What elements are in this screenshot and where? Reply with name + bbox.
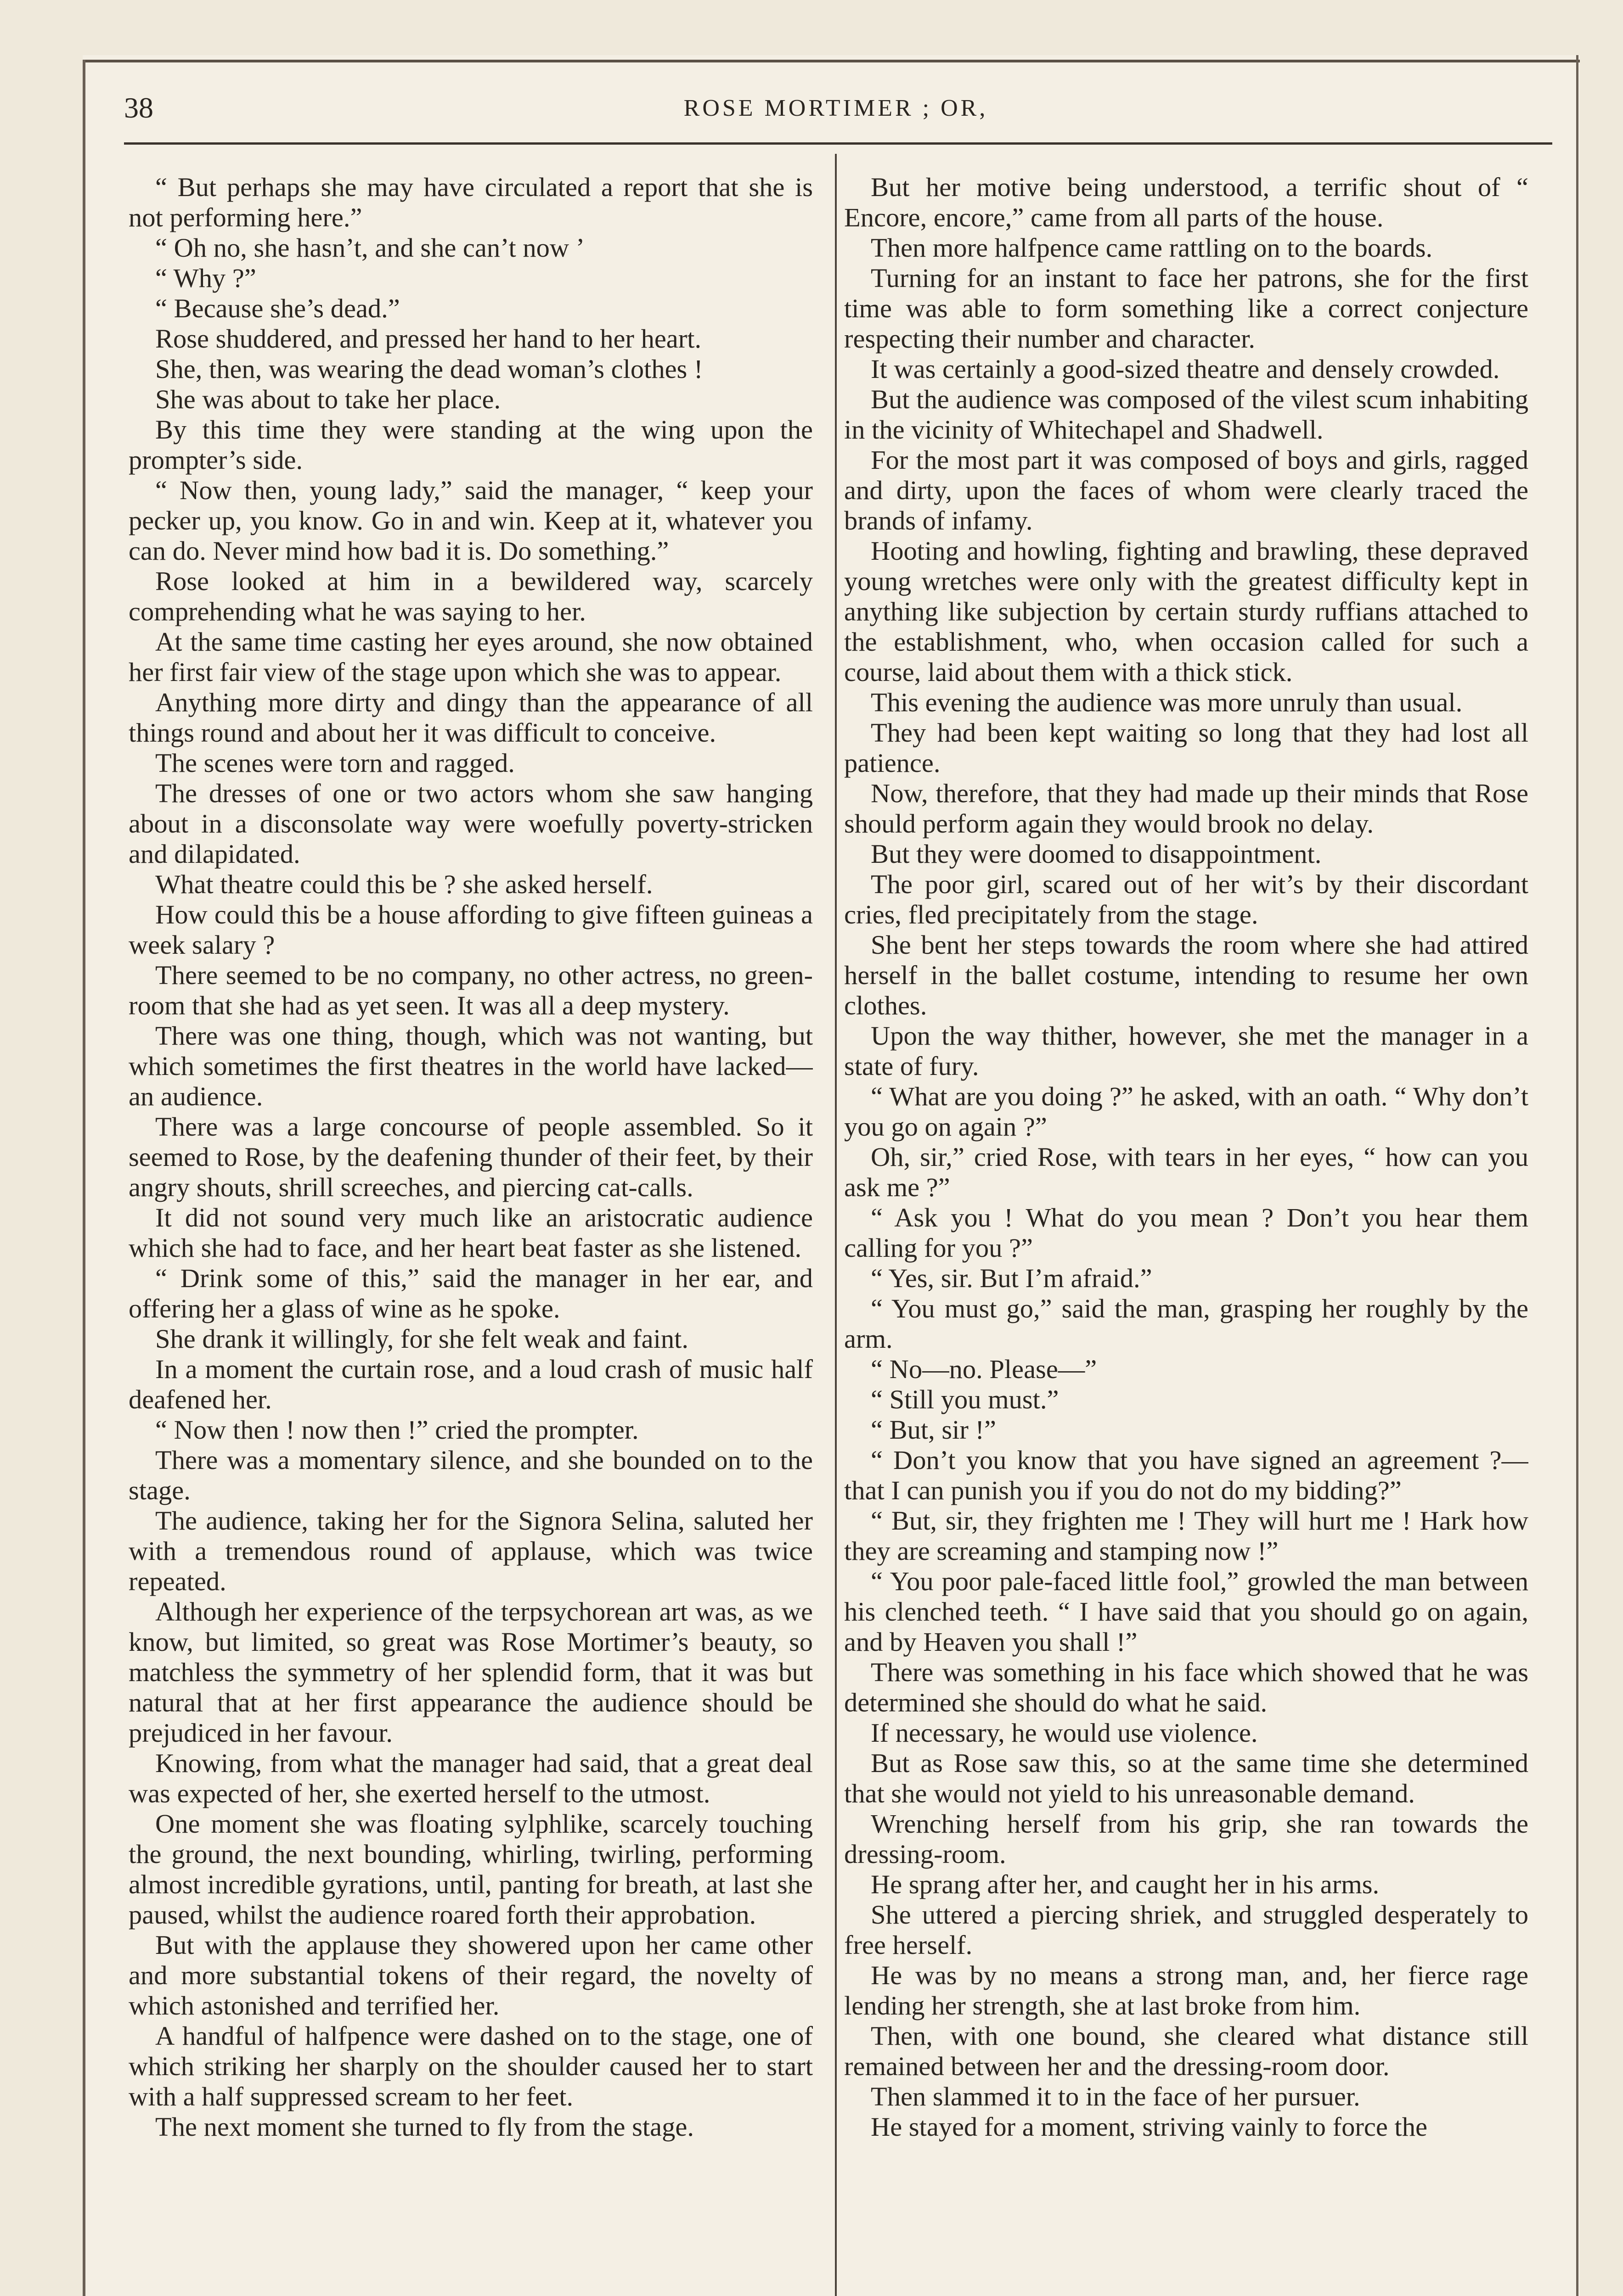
header-rule [124, 142, 1552, 145]
paragraph: “ Still you must.” [871, 1384, 1059, 1414]
paragraph: The scenes were torn and ragged. [155, 748, 515, 778]
paragraph: In a moment the curtain rose, and a loud crash of music half deafened her. [129, 1354, 813, 1414]
column-rule [835, 154, 837, 2296]
paragraph: “ Now then, young lady,” said the manager, “ keep your pecker up, you know. Go in and win. Keep at it, whatever you can do. Never mind how bad it is. Do something.” [129, 475, 813, 566]
paragraph: “ But, sir !” [871, 1415, 996, 1445]
paragraph: Then slammed it to in the face of her pursuer. [871, 2082, 1360, 2111]
paragraph: If necessary, he would use violence. [871, 1718, 1258, 1748]
paragraph: But with the applause they showered upon her came other and more substantial tokens of their regard, the novelty of which astonished and terrified her. [129, 1930, 813, 2020]
paragraph: What theatre could this be ? she asked herself. [155, 869, 653, 899]
paragraph: “ No—no. Please—” [871, 1354, 1097, 1384]
paragraph: But as Rose saw this, so at the same time she determined that she would not yield to his unreasonable demand. [844, 1748, 1528, 1808]
paragraph: But they were doomed to disappointment. [871, 839, 1322, 869]
page-header [124, 91, 1548, 137]
paragraph: There was a large concourse of people assembled. So it seemed to Rose, by the deafening thunder of their feet, by their angry shouts, shrill screeches, and piercing cat-calls. [129, 1112, 813, 1202]
paragraph: They had been kept waiting so long that they had lost all patience. [844, 718, 1528, 778]
paragraph: It was certainly a good-sized theatre and densely crowded. [871, 354, 1500, 384]
paragraph: This evening the audience was more unruly than usual. [871, 687, 1463, 717]
paragraph: “ You must go,” said the man, grasping her roughly by the arm. [844, 1294, 1528, 1354]
paragraph: There seemed to be no company, no other actress, no green-room that she had as yet seen. It was all a deep mystery. [129, 960, 813, 1020]
paragraph: “ What are you doing ?” he asked, with an oath. “ Why don’t you go on again ?” [844, 1081, 1528, 1142]
paragraph: One moment she was floating sylphlike, scarcely touching the ground, the next bounding, whirling, twirling, performing almost incredible gyrations, until, panting for breath, at last she paused, whilst the audience roared forth their approbation. [129, 1809, 813, 1930]
paragraph: By this time they were standing at the wing upon the prompter’s side. [129, 415, 813, 475]
paragraph: There was something in his face which showed that he was determined she should do what he said. [844, 1657, 1528, 1717]
paragraph: “ Drink some of this,” said the manager in her ear, and offering her a glass of wine as he spoke. [129, 1263, 813, 1323]
right-column [844, 172, 1528, 2296]
paragraph: He was by no means a strong man, and, her fierce rage lending her strength, she at last broke from him. [844, 1960, 1528, 2020]
paragraph: “ Because she’s dead.” [155, 293, 400, 323]
paragraph: The dresses of one or two actors whom she saw hanging about in a disconsolate way were woefully poverty-stricken and dilapidated. [129, 778, 813, 869]
paragraph: She drank it willingly, for she felt weak and faint. [155, 1324, 689, 1354]
paragraph: A handful of halfpence were dashed on to the stage, one of which striking her sharply on the shoulder caused her to start with a half suppressed scream to her feet. [129, 2021, 813, 2111]
paragraph: She was about to take her place. [155, 384, 501, 414]
paragraph: Turning for an instant to face her patrons, she for the first time was able to form something like a correct conjecture respecting their number and character. [844, 263, 1528, 354]
paragraph: “ Oh no, she hasn’t, and she can’t now ’ [155, 233, 585, 263]
paragraph: Although her experience of the terpsychorean art was, as we know, but limited, so great was Rose Mortimer’s beauty, so matchless the symmetry of her splendid form, that it was but natural that at her first appearance the audience should be prejudiced in her favour. [129, 1597, 813, 1748]
paragraph: Rose looked at him in a bewildered way, scarcely comprehending what he was saying to her. [129, 566, 813, 626]
paragraph: The audience, taking her for the Signora Selina, saluted her with a tremendous round of applause, which was twice repeated. [129, 1506, 813, 1596]
paragraph: “ Why ?” [155, 263, 256, 293]
paragraph: For the most part it was composed of boys and girls, ragged and dirty, upon the faces of whom were clearly traced the brands of infamy. [844, 445, 1528, 535]
right-border [1576, 55, 1578, 2296]
paragraph: The poor girl, scared out of her wit’s by their discordant cries, fled precipitately from the stage. [844, 869, 1528, 929]
paragraph: Then more halfpence came rattling on to the boards. [871, 233, 1433, 263]
paragraph: The next moment she turned to fly from the stage. [155, 2112, 694, 2142]
paragraph: It did not sound very much like an aristocratic audience which she had to face, and her heart beat faster as she listened. [129, 1203, 813, 1263]
paragraph: “ Now then ! now then !” cried the prompter. [155, 1415, 639, 1445]
paragraph: “ But, sir, they frighten me ! They will hurt me ! Hark how they are screaming and stamping now !” [844, 1506, 1528, 1566]
paragraph: Rose shuddered, and pressed her hand to her heart. [155, 324, 702, 354]
paragraph: There was one thing, though, which was not wanting, but which sometimes the first theatres in the world have lacked—an audience. [129, 1021, 813, 1111]
paragraph: There was a momentary silence, and she bounded on to the stage. [129, 1445, 813, 1505]
paragraph: Anything more dirty and dingy than the appearance of all things round and about her it was difficult to conceive. [129, 687, 813, 748]
left-border [83, 60, 85, 2296]
paragraph: He sprang after her, and caught her in his arms. [871, 1869, 1380, 1899]
paragraph: Knowing, from what the manager had said, that a great deal was expected of her, she exerted herself to the utmost. [129, 1748, 813, 1808]
paragraph: She uttered a piercing shriek, and struggled desperately to free herself. [844, 1900, 1528, 1960]
running-title: ROSE MORTIMER ; OR, [683, 95, 988, 121]
paragraph: How could this be a house affording to give fifteen guineas a week salary ? [129, 900, 813, 960]
paragraph: Oh, sir,” cried Rose, with tears in her eyes, “ how can you ask me ?” [844, 1142, 1528, 1202]
paragraph: “ But perhaps she may have circulated a report that she is not performing here.” [129, 172, 813, 232]
left-column [129, 172, 813, 2296]
paragraph: Now, therefore, that they had made up their minds that Rose should perform again they would brook no delay. [844, 778, 1528, 838]
paragraph: She, then, was wearing the dead woman’s clothes ! [155, 354, 703, 384]
paragraph: “ You poor pale-faced little fool,” growled the man between his clenched teeth. “ I have said that you should go on again, and by Heaven you shall !” [844, 1566, 1528, 1657]
paragraph: Hooting and howling, fighting and brawling, these depraved young wretches were only with the greatest difficulty kept in anything like subjection by certain sturdy ruffians attached to the establishment, who, when occasion called for such a course, laid about them with a thick stick. [844, 536, 1528, 687]
paragraph: “ Ask you ! What do you mean ? Don’t you hear them calling for you ?” [844, 1203, 1528, 1263]
paragraph: Then, with one bound, she cleared what distance still remained between her and the dressing-room door. [844, 2021, 1528, 2081]
paragraph: Wrenching herself from his grip, she ran towards the dressing-room. [844, 1809, 1528, 1869]
paragraph: But the audience was composed of the vilest scum inhabiting in the vicinity of Whitechapel and Shadwell. [844, 384, 1528, 445]
paragraph: He stayed for a moment, striving vainly to force the [871, 2112, 1427, 2142]
top-border [83, 60, 1580, 62]
paragraph: “ Don’t you know that you have signed an agreement ?—that I can punish you if you do not do my bidding?” [844, 1445, 1528, 1505]
paragraph: At the same time casting her eyes around, she now obtained her first fair view of the stage upon which she was to appear. [129, 627, 813, 687]
paragraph: But her motive being understood, a terrific shout of “ Encore, encore,” came from all parts of the house. [844, 172, 1528, 232]
page-number: 38 [124, 91, 153, 124]
paragraph: She bent her steps towards the room where she had attired herself in the ballet costume, intending to resume her own clothes. [844, 930, 1528, 1020]
paragraph: “ Yes, sir. But I’m afraid.” [871, 1263, 1152, 1293]
paragraph: Upon the way thither, however, she met the manager in a state of fury. [844, 1021, 1528, 1081]
